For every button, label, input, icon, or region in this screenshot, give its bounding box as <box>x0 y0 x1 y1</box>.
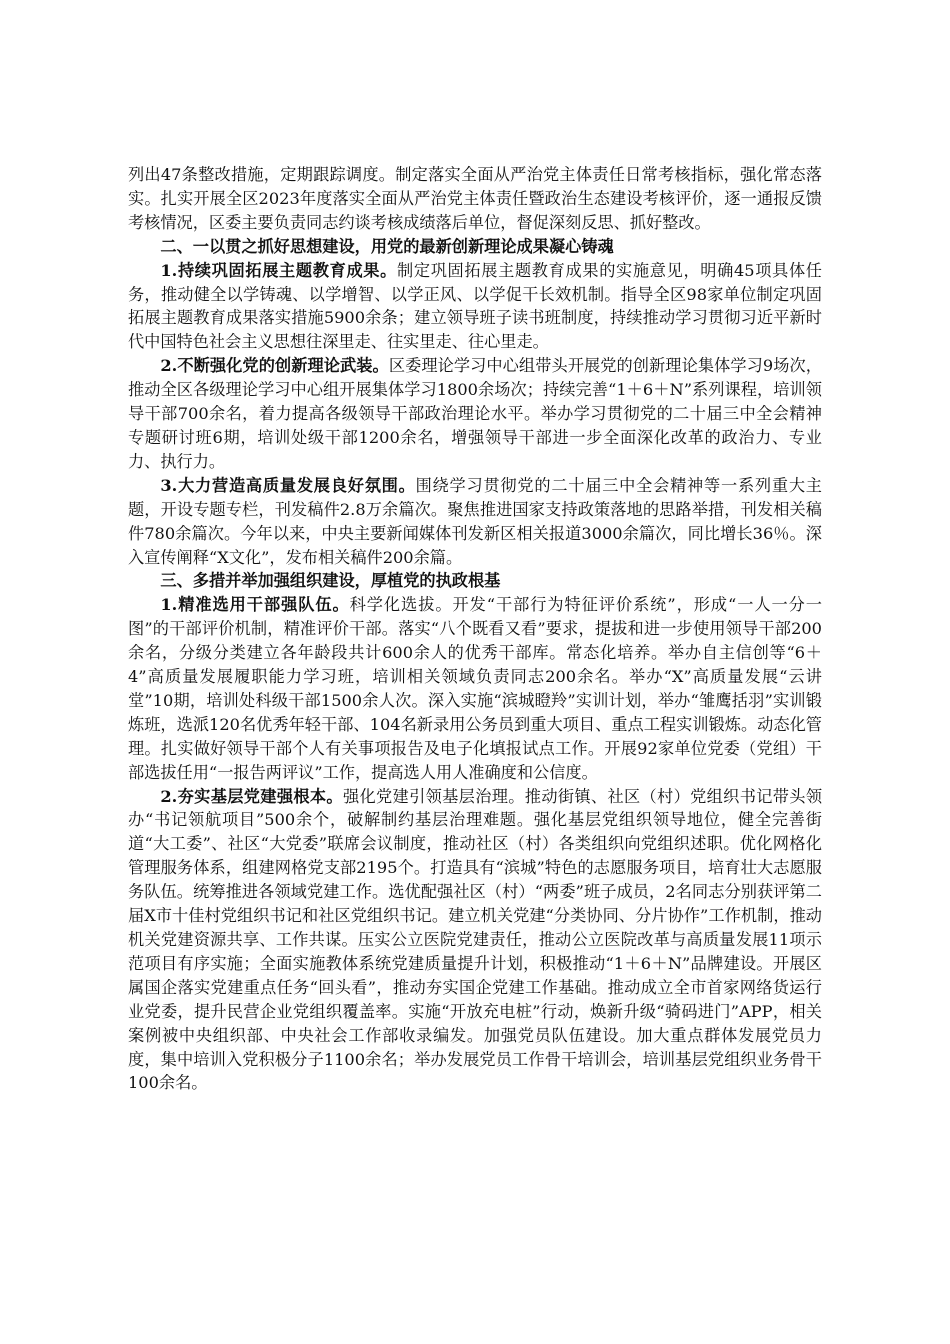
paragraph-3-2-body: 强化党建引领基层治理。推动街镇、社区（村）党组织书记带头领办“书记领航项目”500余个，破解制约基层治理难题。强化基层党组织领导地位，健全完善街道“大工委”、社区“大党委”联席会议制度，推动社区（村）各类组织向党组织述职。优化网格化管理服务体系，组建网格党支部2195个。打造具有“滨城”特色的志愿服务项目，培育壮大志愿服务队伍。统筹推进各领域党建工作。选优配强社区（村）“两委”班子成员，2名同志分别获评第二届X市十佳村党组织书记和社区党组织书记。建立机关党建“分类协同、分片协作”工作机制，推动机关党建资源共享、工作共谋。压实公立医院党建责任，推动公立医院改革与高质量发展11项示范项目有序实施；全面实施教体系统党建质量提升计划，积极推动“1＋6＋N”品牌建设。开展区属国企落实党建重点任务“回头看”，推动夯实国企党建工作基础。推动成立全市首家网络货运行业党委，提升民营企业党组织覆盖率。实施“开放充电桩”行动，焕新升级“骑码进门”APP，相关案例被中央组织部、中央社会工作部收录编发。加强党员队伍建设。加大重点群体发展党员力度，集中培训入党积极分子1100余名；举办发展党员工作骨干培训会，培训基层党组织业务骨干100余名。 <box>128 786 823 1093</box>
document-page <box>128 163 822 1095</box>
paragraph-2-1 <box>128 259 822 355</box>
paragraph-2-3 <box>128 474 822 570</box>
section-heading-2: 二、一以贯之抓好思想建设，用党的最新创新理论成果凝心铸魂 <box>160 236 614 256</box>
paragraph-2-3-lead: 3.大力营造高质量发展良好氛围。 <box>160 475 416 495</box>
paragraph-3-1-lead: 1.精准选用干部强队伍。 <box>160 595 350 615</box>
paragraph-2-2-lead: 2.不断强化党的创新理论武装。 <box>160 356 389 376</box>
paragraph-continuation: 列出47条整改措施，定期跟踪调度。制定落实全面从严治党主体责任日常考核指标，强化常态落实。扎实开展全区2023年度落实全面从严治党主体责任暨政治生态建设考核评价，逐一通报反馈考核情况，区委主要负责同志约谈考核成绩落后单位，督促深刻反思、抓好整改。 <box>128 165 822 232</box>
paragraph-2-3-body: 围绕学习贯彻党的二十届三中全会精神等一系列重大主题，开设专题专栏，刊发稿件2.8万余篇次。聚焦推进国家支持政策落地的思路举措，刊发相关稿件780余篇次。今年以来，中央主要新闻媒体刊发新区相关报道3000余篇次，同比增长36％。深入宣传阐释“X文化”，发布相关稿件200余篇。 <box>128 475 822 567</box>
paragraph-2-2-body: 区委理论学习中心组带头开展党的创新理论集体学习9场次，推动全区各级理论学习中心组开展集体学习1800余场次；持续完善“1＋6＋N”系列课程，培训领导干部700余名，着力提高各级领导干部政治理论水平。举办学习贯彻党的二十届三中全会精神专题研讨班6期，培训处级干部1200余名，增强领导干部进一步全面深化改革的政治力、专业力、执行力。 <box>128 356 822 471</box>
paragraph-3-1-body: 科学化选拔。开发“干部行为特征评价系统”，形成“一人一分一图”的干部评价机制，精准评价干部。落实“八个既看又看”要求，提拔和进一步使用领导干部200余名，分级分类建立各年龄段共计600余人的优秀干部库。常态化培养。举办自主信创等“6＋4”高质量发展履职能力学习班，培训相关领域负责同志200余名。举办“X”高质量发展“云讲堂”10期，培训处科级干部1500余人次。深入实施“滨城瞪羚”实训计划，举办“雏鹰括羽”实训锻炼班，选派120名优秀年轻干部、104名新录用公务员到重大项目、重点工程实训锻炼。动态化管理。扎实做好领导干部个人有关事项报告及电子化填报试点工作。开展92家单位党委（党组）干部选拔任用“一报告两评议”工作，提高选人用人准确度和公信度。 <box>128 595 822 782</box>
paragraph-3-1 <box>128 593 822 784</box>
paragraph-2-1-body: 制定巩固拓展主题教育成果的实施意见，明确45项具体任务，推动健全以学铸魂、以学增智、以学正风、以学促干长效机制。指导全区98家单位制定巩固拓展主题教育成果落实措施5900余条；建立领导班子读书班制度，持续推动学习贯彻习近平新时代中国特色社会主义思想往深里走、往实里走、往心里走。 <box>128 260 822 352</box>
section-heading-3: 三、多措并举加强组织建设，厚植党的执政根基 <box>160 571 501 591</box>
paragraph-3-2-lead: 2.夯实基层党建强根本。 <box>160 786 343 806</box>
paragraph-2-2 <box>128 354 822 474</box>
paragraph-3-2 <box>128 785 822 1096</box>
paragraph-2-1-lead: 1.持续巩固拓展主题教育成果。 <box>160 260 397 280</box>
